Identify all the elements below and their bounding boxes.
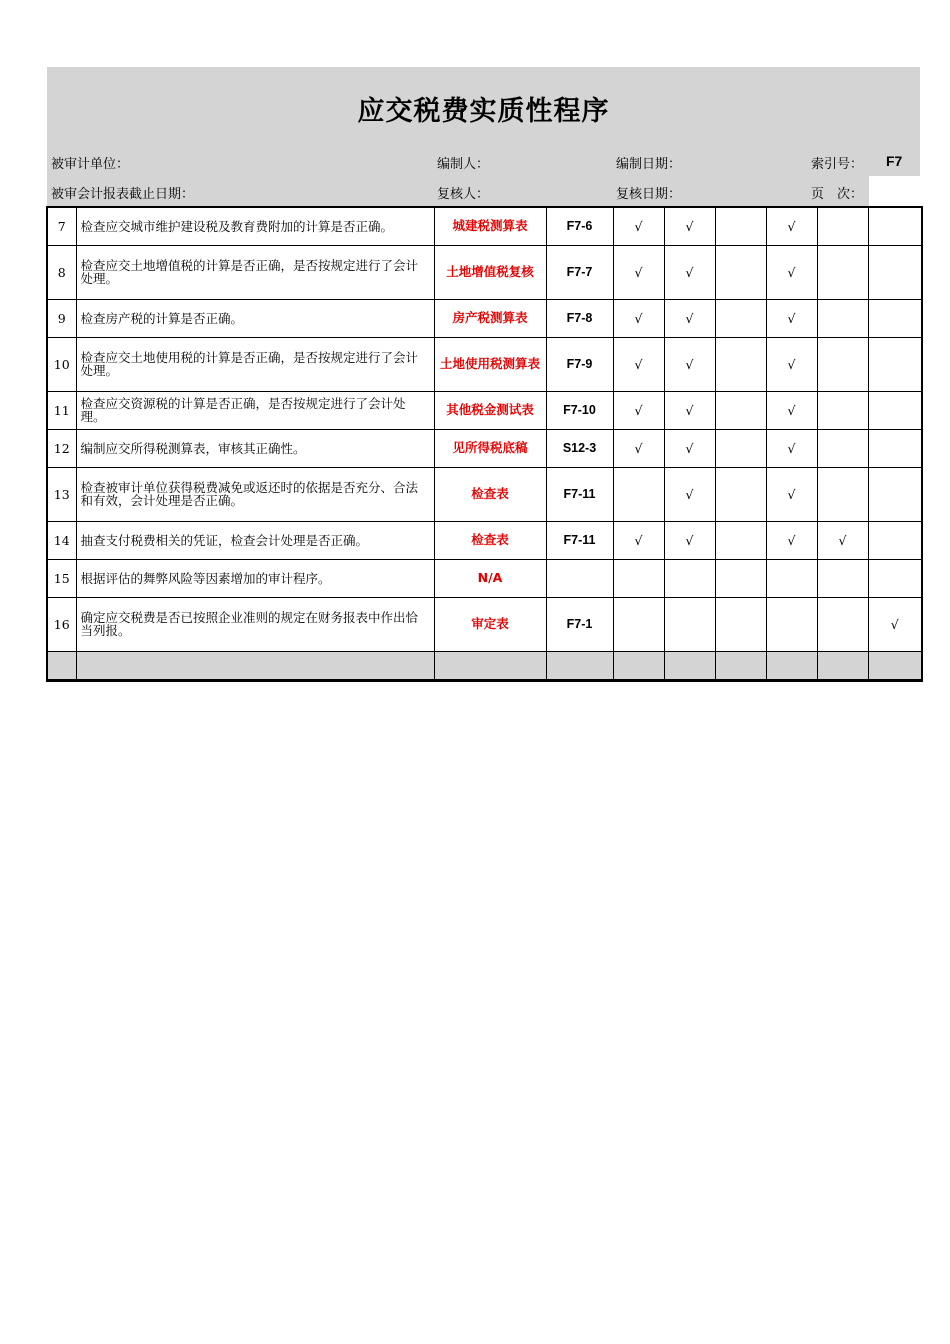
workpaper-index bbox=[546, 559, 613, 597]
procedure-description: 检查应交资源税的计算是否正确，是否按规定进行了会计处理。 bbox=[76, 391, 434, 429]
table-row bbox=[47, 521, 922, 559]
assertion-check-2 bbox=[664, 597, 715, 651]
table-row bbox=[47, 467, 922, 521]
header-row-2 bbox=[47, 176, 920, 206]
row-number: 10 bbox=[47, 337, 76, 391]
assertion-check-5 bbox=[817, 391, 868, 429]
workpaper-reference: 审定表 bbox=[434, 597, 546, 651]
table-row bbox=[47, 391, 922, 429]
workpaper-reference: 检查表 bbox=[434, 467, 546, 521]
assertion-check-1: √ bbox=[613, 207, 664, 245]
workpaper-index: F7-8 bbox=[546, 299, 613, 337]
assertion-check-3 bbox=[715, 337, 766, 391]
title-band bbox=[47, 67, 920, 146]
assertion-check-5 bbox=[817, 597, 868, 651]
assertion-check-3 bbox=[715, 651, 766, 680]
procedure-description bbox=[76, 651, 434, 680]
assertion-check-5 bbox=[817, 651, 868, 680]
assertion-check-1 bbox=[613, 559, 664, 597]
assertion-check-4: √ bbox=[766, 207, 817, 245]
assertion-check-1 bbox=[613, 467, 664, 521]
assertion-check-5 bbox=[817, 245, 868, 299]
row-number bbox=[47, 651, 76, 680]
assertion-check-6 bbox=[868, 299, 922, 337]
assertion-check-3 bbox=[715, 559, 766, 597]
assertion-check-1 bbox=[613, 651, 664, 680]
workpaper-reference: 城建税测算表 bbox=[434, 207, 546, 245]
table-row bbox=[47, 337, 922, 391]
assertion-check-3 bbox=[715, 467, 766, 521]
procedure-description: 检查房产税的计算是否正确。 bbox=[76, 299, 434, 337]
workpaper-index: F7-10 bbox=[546, 391, 613, 429]
table-row bbox=[47, 559, 922, 597]
preparer-label: 编制人： bbox=[437, 157, 490, 172]
workpaper-reference: 检查表 bbox=[434, 521, 546, 559]
review-date-label: 复核日期： bbox=[616, 187, 682, 202]
workpaper-reference: 房产税测算表 bbox=[434, 299, 546, 337]
assertion-check-2: √ bbox=[664, 521, 715, 559]
procedure-description: 检查被审计单位获得税费减免或返还时的依据是否充分、合法和有效，会计处理是否正确。 bbox=[76, 467, 434, 521]
workpaper-index: F7-11 bbox=[546, 467, 613, 521]
workpaper-index: F7-11 bbox=[546, 521, 613, 559]
table-row bbox=[47, 299, 922, 337]
table-row bbox=[47, 651, 922, 680]
assertion-check-2: √ bbox=[664, 245, 715, 299]
assertion-check-6 bbox=[868, 337, 922, 391]
assertion-check-2 bbox=[664, 559, 715, 597]
procedure-description: 确定应交税费是否已按照企业准则的规定在财务报表中作出恰当列报。 bbox=[76, 597, 434, 651]
row-number: 9 bbox=[47, 299, 76, 337]
assertion-check-2: √ bbox=[664, 391, 715, 429]
workpaper-index: S12-3 bbox=[546, 429, 613, 467]
assertion-check-5 bbox=[817, 559, 868, 597]
worksheet bbox=[47, 67, 920, 682]
workpaper-reference: 土地使用税测算表 bbox=[434, 337, 546, 391]
assertion-check-5 bbox=[817, 429, 868, 467]
row-number: 12 bbox=[47, 429, 76, 467]
workpaper-index: F7-1 bbox=[546, 597, 613, 651]
assertion-check-6: √ bbox=[868, 597, 922, 651]
assertion-check-6 bbox=[868, 245, 922, 299]
assertion-check-3 bbox=[715, 521, 766, 559]
assertion-check-5 bbox=[817, 207, 868, 245]
period-label: 被审会计报表截止日期： bbox=[51, 187, 195, 202]
assertion-check-2: √ bbox=[664, 429, 715, 467]
procedure-description: 检查应交城市维护建设税及教育费附加的计算是否正确。 bbox=[76, 207, 434, 245]
page-value-cell bbox=[869, 176, 920, 206]
assertion-check-4: √ bbox=[766, 245, 817, 299]
assertion-check-3 bbox=[715, 245, 766, 299]
assertion-check-3 bbox=[715, 429, 766, 467]
procedure-description: 根据评估的舞弊风险等因素增加的审计程序。 bbox=[76, 559, 434, 597]
prep-date-label: 编制日期： bbox=[616, 157, 682, 172]
assertion-check-6 bbox=[868, 207, 922, 245]
assertion-check-4: √ bbox=[766, 521, 817, 559]
assertion-check-2 bbox=[664, 651, 715, 680]
row-number: 11 bbox=[47, 391, 76, 429]
page-label: 页 次： bbox=[811, 187, 864, 202]
assertion-check-1: √ bbox=[613, 429, 664, 467]
procedure-description: 检查应交土地使用税的计算是否正确，是否按规定进行了会计处理。 bbox=[76, 337, 434, 391]
assertion-check-6 bbox=[868, 559, 922, 597]
workpaper-reference: N/A bbox=[434, 559, 546, 597]
workpaper-index: F7-6 bbox=[546, 207, 613, 245]
row-number: 8 bbox=[47, 245, 76, 299]
assertion-check-4: √ bbox=[766, 429, 817, 467]
assertion-check-5 bbox=[817, 337, 868, 391]
procedure-description: 编制应交所得税测算表，审核其正确性。 bbox=[76, 429, 434, 467]
row-number: 14 bbox=[47, 521, 76, 559]
workpaper-reference: 见所得税底稿 bbox=[434, 429, 546, 467]
table-row bbox=[47, 429, 922, 467]
assertion-check-2: √ bbox=[664, 299, 715, 337]
workpaper-index: F7-9 bbox=[546, 337, 613, 391]
assertion-check-6 bbox=[868, 521, 922, 559]
workpaper-index: F7-7 bbox=[546, 245, 613, 299]
assertion-check-2: √ bbox=[664, 467, 715, 521]
assertion-check-1 bbox=[613, 597, 664, 651]
assertion-check-3 bbox=[715, 597, 766, 651]
row-number: 16 bbox=[47, 597, 76, 651]
row-number: 15 bbox=[47, 559, 76, 597]
assertion-check-5 bbox=[817, 467, 868, 521]
assertion-check-3 bbox=[715, 299, 766, 337]
assertion-check-1: √ bbox=[613, 299, 664, 337]
assertion-check-6 bbox=[868, 467, 922, 521]
assertion-check-6 bbox=[868, 429, 922, 467]
procedure-table bbox=[46, 206, 923, 682]
reviewer-label: 复核人： bbox=[437, 187, 490, 202]
row-number: 13 bbox=[47, 467, 76, 521]
assertion-check-2: √ bbox=[664, 337, 715, 391]
row-number: 7 bbox=[47, 207, 76, 245]
index-label: 索引号： bbox=[811, 157, 864, 172]
table-row bbox=[47, 207, 922, 245]
assertion-check-1: √ bbox=[613, 521, 664, 559]
assertion-check-6 bbox=[868, 651, 922, 680]
assertion-check-5 bbox=[817, 299, 868, 337]
workpaper-reference: 其他税金测试表 bbox=[434, 391, 546, 429]
assertion-check-4: √ bbox=[766, 299, 817, 337]
assertion-check-6 bbox=[868, 391, 922, 429]
assertion-check-3 bbox=[715, 391, 766, 429]
assertion-check-4: √ bbox=[766, 337, 817, 391]
page-title: 应交税费实质性程序 bbox=[357, 96, 610, 127]
auditee-label: 被审计单位： bbox=[51, 157, 130, 172]
assertion-check-4 bbox=[766, 651, 817, 680]
assertion-check-1: √ bbox=[613, 245, 664, 299]
assertion-check-1: √ bbox=[613, 337, 664, 391]
assertion-check-3 bbox=[715, 207, 766, 245]
header-row-1 bbox=[47, 146, 920, 176]
assertion-check-4: √ bbox=[766, 391, 817, 429]
procedure-description: 抽查支付税费相关的凭证，检查会计处理是否正确。 bbox=[76, 521, 434, 559]
table-row bbox=[47, 597, 922, 651]
workpaper-reference: 土地增值税复核 bbox=[434, 245, 546, 299]
assertion-check-5: √ bbox=[817, 521, 868, 559]
workpaper-reference bbox=[434, 651, 546, 680]
assertion-check-1: √ bbox=[613, 391, 664, 429]
assertion-check-4 bbox=[766, 597, 817, 651]
index-value: F7 bbox=[886, 153, 903, 169]
assertion-check-4 bbox=[766, 559, 817, 597]
assertion-check-4: √ bbox=[766, 467, 817, 521]
assertion-check-2: √ bbox=[664, 207, 715, 245]
table-row bbox=[47, 245, 922, 299]
workpaper-index bbox=[546, 651, 613, 680]
procedure-description: 检查应交土地增值税的计算是否正确，是否按规定进行了会计处理。 bbox=[76, 245, 434, 299]
